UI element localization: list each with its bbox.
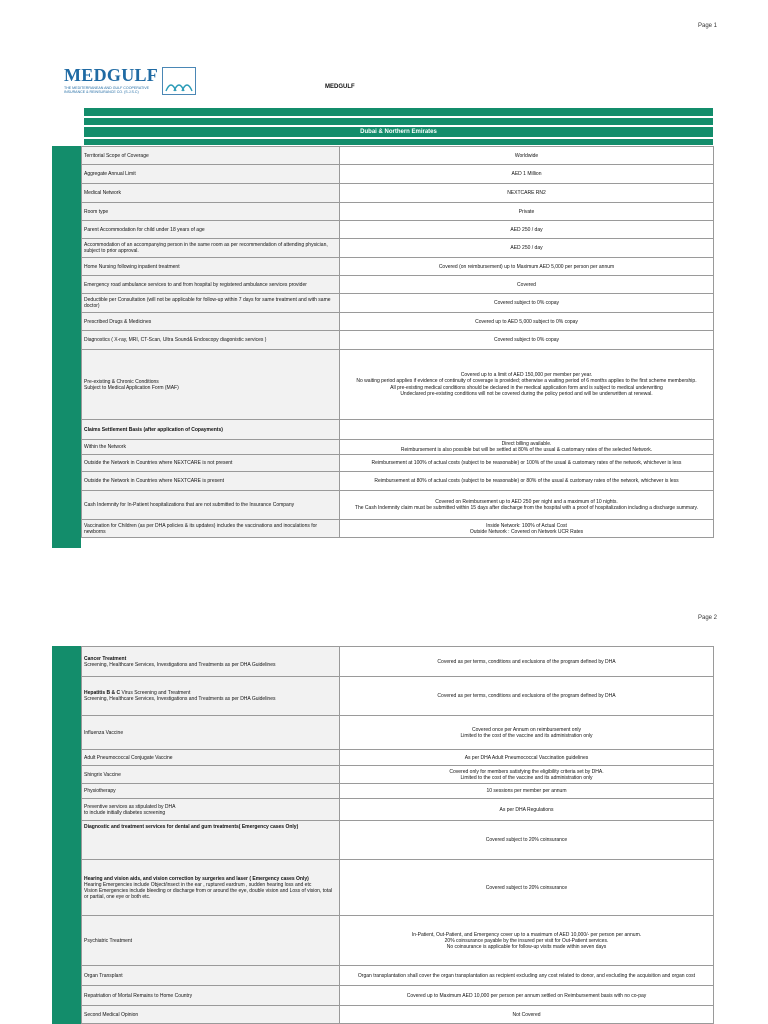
benefit-label: Within the Network (82, 440, 340, 455)
benefit-title: Hearing and vision aids, and vision correction by surgeries and laser ( Emergency cases Only) (84, 875, 309, 882)
benefit-value: Covered subject to 20% coinsurance (340, 821, 714, 860)
benefit-title: Cancer Treatment (84, 655, 127, 662)
benefit-value: Covered up to Maximum AED 10,000 per person per annum settled on Reimbursement basis with no co-pay (340, 986, 714, 1006)
table-row (82, 821, 714, 860)
benefit-value: Covered subject to 0% copay (340, 331, 714, 350)
header-bar-1 (84, 108, 713, 116)
table-row (82, 966, 714, 986)
benefit-label: Screening, Healthcare Services, Investigations and Treatments as per DHA Guidelines (84, 661, 276, 668)
benefit-label: Prescribed Drugs & Medicines (82, 313, 340, 331)
benefit-label: Outside the Network in Countries where NEXTCARE is not present (82, 455, 340, 472)
benefit-value: AED 1 Million (340, 165, 714, 184)
header-bar-4 (84, 139, 713, 145)
logo-wordmark: MEDGULF (64, 65, 159, 85)
benefit-label-cell (82, 647, 340, 677)
benefit-value: Inside Network: 100% of Actual Cost Outside Network : Covered on Network UCR Rates (340, 520, 714, 538)
page-number: Page 1 (698, 23, 718, 29)
benefit-label: Pre-existing & Chronic Conditions Subject to Medical Application Form (MAF) (82, 350, 340, 420)
benefit-label: Room type (82, 203, 340, 221)
benefit-value: As per DHA Adult Pneumococcal Vaccination guidelines (340, 750, 714, 766)
table-row (82, 520, 714, 538)
table-row (82, 472, 714, 491)
table-row (82, 276, 714, 294)
benefit-label: Aggregate Annual Limit (82, 165, 340, 184)
table-row (82, 350, 714, 420)
table-row (82, 750, 714, 766)
benefit-label: Deductible per Consultation (will not be applicable for follow-up within 7 days for same treatment and with same doctor) (82, 294, 340, 313)
table-row (82, 784, 714, 799)
benefit-value: Covered (340, 276, 714, 294)
benefit-label: Hearing Emergencies include Object/insect in the ear , ruptured eardrum , sudden hearing loss and etc Vision Emergencies include bleeding or discharge from or around the eye, double vision and Loss of vision, total or partial, one eye or both etc. (84, 881, 333, 900)
benefit-label: Medical Network (82, 184, 340, 203)
benefit-value: Not Covered (340, 1006, 714, 1024)
benefit-label: Virus Screening and Treatment Screening, Healthcare Services, Investigations and Treatments as per DHA Guidelines (84, 690, 276, 702)
table-row (82, 677, 714, 716)
benefit-label: Outside the Network in Countries where NEXTCARE is present (82, 472, 340, 491)
benefit-label: Parent Accommodation for child under 18 years of age (82, 221, 340, 239)
benefit-label: Physiotherapy (82, 784, 340, 799)
company-name: MEDGULF (325, 84, 355, 90)
benefit-label: Cash Indemnity for In-Patient hospitalizations that are not submitted to the Insurance Company (82, 491, 340, 520)
benefit-title: Diagnostic and treatment services for dental and gum treatments( Emergency cases Only) (82, 821, 340, 860)
logo-arches-icon (162, 67, 196, 95)
table-row (82, 203, 714, 221)
benefit-label-cell (82, 677, 340, 716)
table-row (82, 420, 714, 440)
benefit-label: Influenza Vaccine (82, 716, 340, 750)
table-row (82, 986, 714, 1006)
region-title: Dubai & Northern Emirates (360, 129, 437, 135)
table-row (82, 455, 714, 472)
table-row (82, 294, 714, 313)
benefit-value: Covered on Reimbursement up to AED 250 per night and a maximum of 10 nights. The Cash Indemnity claim must be submitted within 15 days after discharge from the hospital with a proof of hospitalization including a discharge summary. (340, 491, 714, 520)
benefit-value: Covered only for members satisfying the eligibility criteria set by DHA. Limited to the cost of the vaccine and its administration only (340, 766, 714, 784)
header-bar-2 (84, 118, 713, 125)
benefit-value: Covered subject to 0% copay (340, 294, 714, 313)
benefit-label: Territorial Scope of Coverage (82, 147, 340, 165)
table-row (82, 647, 714, 677)
benefit-label-cell (82, 860, 340, 916)
benefit-label: Second Medical Opinion (82, 1006, 340, 1024)
table-row (82, 184, 714, 203)
benefit-value: 10 sessions per member per annum (340, 784, 714, 799)
benefit-label: Organ Transplant (82, 966, 340, 986)
benefit-value: Covered up to AED 5,000 subject to 0% copay (340, 313, 714, 331)
table-row (82, 239, 714, 258)
benefit-value: Covered subject to 20% coinsurance (340, 860, 714, 916)
table-row (82, 491, 714, 520)
benefit-value: AED 250 / day (340, 221, 714, 239)
benefit-value: Covered (on reimbursement) up to Maximum AED 5,000 per person per annum (340, 258, 714, 276)
benefit-value: Covered up to a limit of AED 150,000 per member per year. No waiting period applies if evidence of continuity of coverage is provided; otherwise a waiting period of 6 months applies to the first scheme membership. All pre-existing medical conditions should be declared in the medical application form and is subject to medical underwriting Undeclared pre-existing conditions will not be covered during the policy period and will be underwritten at renewal. (340, 350, 714, 420)
table-row (82, 799, 714, 821)
benefit-label: Preventive services as stipulated by DHA to include initially diabetes screening (82, 799, 340, 821)
table-row (82, 1006, 714, 1024)
benefit-value: Reimbursement at 100% of actual costs (subject to be reasonable) or 100% of the usual & customary rates of the network, whichever is less (340, 455, 714, 472)
page-number: Page 2 (698, 615, 718, 621)
benefit-value: NEXTCARE RN2 (340, 184, 714, 203)
benefit-value: Direct billing available. Reimbursement is also possible but will be settled at 80% of the usual & customary rates of the selected Network. (340, 440, 714, 455)
table-row (82, 716, 714, 750)
benefit-value: Covered once per Annum on reimbursement only Limited to the cost of the vaccine and its administration only (340, 716, 714, 750)
benefit-label: Adult Pneumococcal Conjugate Vaccine (82, 750, 340, 766)
table-row (82, 916, 714, 966)
medgulf-logo (64, 66, 196, 96)
benefits-table-page-1 (81, 146, 714, 538)
benefit-value (340, 420, 714, 440)
table-row (82, 258, 714, 276)
benefit-label: Emergency road ambulance services to and from hospital by registered ambulance services provider (82, 276, 340, 294)
table-row (82, 860, 714, 916)
benefit-value: Worldwide (340, 147, 714, 165)
section-heading: Claims Settlement Basis (after application of Copayments) (82, 420, 340, 440)
benefit-value: Private (340, 203, 714, 221)
table-row (82, 331, 714, 350)
benefit-value: Reimbursement at 80% of actual costs (subject to be reasonable) or 80% of the usual & customary rates of the network, whichever is less (340, 472, 714, 491)
logo-subtitle-line-1: THE MEDITERRANEAN AND GULF COOPERATIVE (64, 86, 149, 90)
table-row (82, 766, 714, 784)
table-row (82, 147, 714, 165)
benefit-label: Accommodation of an accompanying person in the same room as per recommendation of attending physician, subject to prior approval. (82, 239, 340, 258)
table-row (82, 440, 714, 455)
benefit-value: As per DHA Regulations (340, 799, 714, 821)
benefit-value: Covered as per terms, conditions and exclusions of the program defined by DHA (340, 677, 714, 716)
benefit-label: Shingrix Vaccine (82, 766, 340, 784)
side-accent-bar (52, 146, 81, 548)
benefit-label: Psychiatric Treatment (82, 916, 340, 966)
table-row (82, 221, 714, 239)
benefit-title: Hepatitis B & C (84, 690, 121, 696)
benefit-value: AED 250 / day (340, 239, 714, 258)
logo-subtitle-line-2: INSURANCE & REINSURANCE CO. (S.J.S.C) (64, 90, 139, 94)
table-row (82, 313, 714, 331)
benefit-value: In-Patient, Out-Patient, and Emergency cover up to a maximum of AED 10,000/- per person per annum. 20% coinsurance payable by the insured per visit for Out-Patient services. No coinsurance is applicable for follow-up visits made within seven days (340, 916, 714, 966)
benefit-label: Home Nursing following inpatient treatment (82, 258, 340, 276)
side-accent-bar (52, 646, 81, 1024)
benefits-table-page-2 (81, 646, 714, 1024)
benefit-label: Diagnostics ( X-ray, MRI, CT-Scan, Ultra Sound& Endoscopy diagonistic services ) (82, 331, 340, 350)
benefit-label: Repatriation of Mortal Remains to Home Country (82, 986, 340, 1006)
benefit-value: Covered as per terms, conditions and exclusions of the program defined by DHA (340, 647, 714, 677)
table-row (82, 165, 714, 184)
benefit-label: Vaccination for Children (as per DHA policies & its updates) includes the vaccinations and inoculations for newborns (82, 520, 340, 538)
benefit-value: Organ transplantation shall cover the organ transplantation as recipient excluding any cost related to donor, and excluding the acquisition and organ cost (340, 966, 714, 986)
